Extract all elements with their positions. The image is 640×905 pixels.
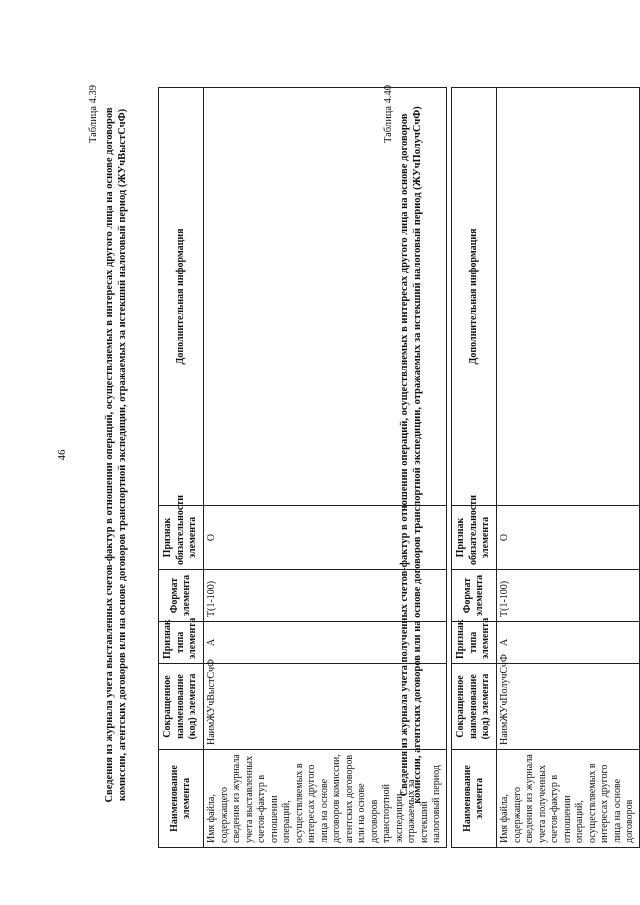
cell-format: T(1-100) — [497, 570, 640, 622]
table-label-4-39: Таблица 4.39 — [88, 85, 99, 144]
header-name: Наименование элемента — [452, 750, 497, 848]
header-required: Признак обязательности элемента — [159, 506, 204, 570]
cell-name: Имя файла, содержащего сведения из журнала учета полученных счетов-фактур в отношении операций, осуществляемых в интересах другого лица на основе договоров — [497, 750, 640, 848]
table-label-4-40: Таблица 4.40 — [383, 85, 394, 144]
table-title-4-39: Сведения из журнала учета выставленных счетов-фактур в отношении операций, осуществляемых в интересах другого лица на основе договоров комиссии, агентских договоров или на основе договоров транспортной экспедиции, отражаемых за истекший налоговый период (ЖУчВыстСчФ) — [104, 107, 128, 803]
header-code: Сокращенное наименование (код) элемента — [452, 664, 497, 750]
header-info: Дополнительная информация — [452, 88, 497, 506]
header-format: Формат элемента — [452, 570, 497, 622]
header-type: Признак типа элемента — [159, 622, 204, 664]
cell-format: T(1-100) — [204, 570, 447, 622]
table-row — [497, 88, 640, 848]
cell-code: НаимЖУчПолучСчФ — [497, 664, 640, 750]
header-required: Признак обязательности элемента — [452, 506, 497, 570]
cell-code: НаимЖУчВыстСчФ — [204, 664, 447, 750]
cell-type: А — [204, 622, 447, 664]
header-info: Дополнительная информация — [159, 88, 204, 506]
table-4-40 — [451, 87, 640, 848]
cell-info — [497, 88, 640, 506]
table-title-4-40: Сведения из журнала учета полученных счетов-фактур в отношении операций, осуществляемых в интересах другого лица на основе договоров комиссии, агентских договоров или на основе договоров транспортной экспедиции, отражаемых за истекший налоговый период (ЖУчПолучСчФ) — [399, 106, 423, 804]
header-format: Формат элемента — [159, 570, 204, 622]
header-name: Наименование элемента — [159, 750, 204, 848]
page-number: 46 — [56, 449, 68, 461]
cell-name: Имя файла, содержащего сведения из журнала учета выставленных счетов-фактур в отношении операций, осуществляемых в интересах другого лица на основе договоров комиссии, агентских договоров или на основе договоров транспортной экспедиции, отражаемых за истекший налоговый период — [204, 750, 447, 848]
cell-required: О — [497, 506, 640, 570]
header-type: Признак типа элемента — [452, 622, 497, 664]
table-header-row — [159, 88, 204, 848]
cell-required: О — [204, 506, 447, 570]
header-code: Сокращенное наименование (код) элемента — [159, 664, 204, 750]
table-header-row — [452, 88, 497, 848]
cell-type: А — [497, 622, 640, 664]
